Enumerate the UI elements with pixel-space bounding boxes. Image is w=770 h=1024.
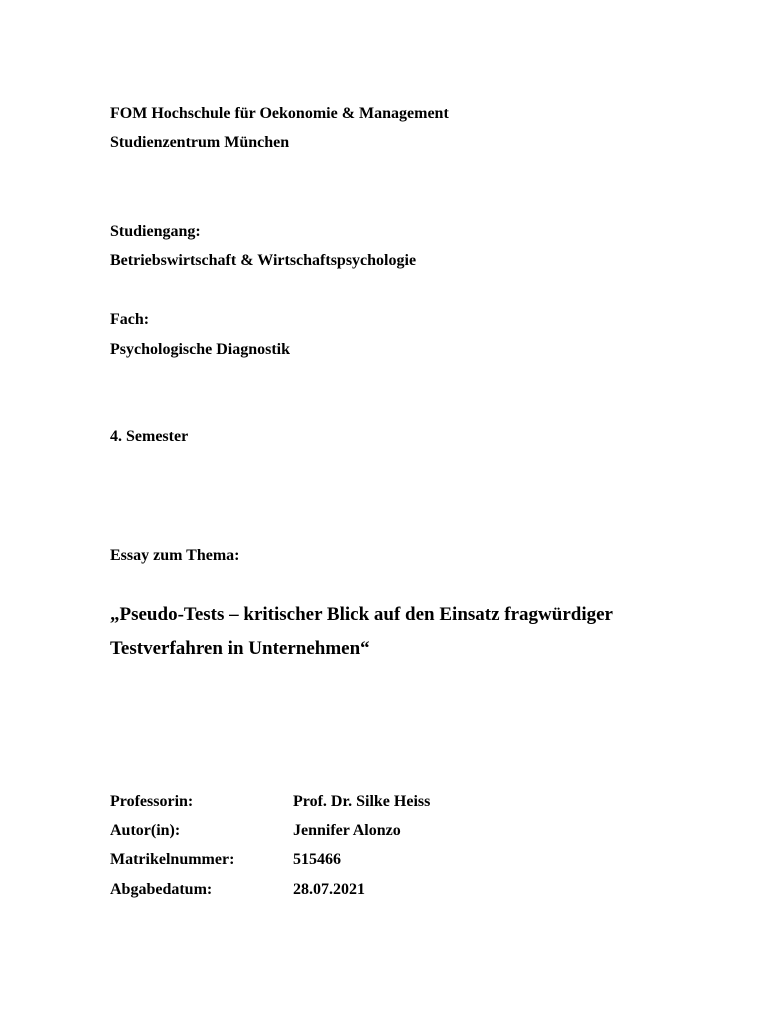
program-label: Studiengang: — [110, 223, 201, 240]
essay-label: Essay zum Thema: — [110, 547, 240, 564]
matriculation-label: Matrikelnummer: — [110, 851, 235, 868]
submission-date-label: Abgabedatum: — [110, 881, 213, 898]
program-value: Betriebswirtschaft & Wirtschaftspsychologie — [110, 252, 417, 269]
essay-title-line-2: Testverfahren in Unternehmen“ — [110, 638, 370, 659]
professor-value: Prof. Dr. Silke Heiss — [293, 793, 431, 810]
institution-name: FOM Hochschule für Oekonomie & Management — [110, 105, 449, 122]
study-center: Studienzentrum München — [110, 134, 290, 151]
essay-title-line-1: „Pseudo-Tests – kritischer Blick auf den Einsatz fragwürdiger — [110, 604, 613, 625]
subject-label: Fach: — [110, 311, 150, 328]
matriculation-value: 515466 — [293, 851, 341, 868]
semester: 4. Semester — [110, 428, 189, 445]
submission-date-value: 28.07.2021 — [293, 881, 365, 898]
author-label: Autor(in): — [110, 822, 181, 839]
subject-value: Psychologische Diagnostik — [110, 341, 291, 358]
author-value: Jennifer Alonzo — [293, 822, 401, 839]
professor-label: Professorin: — [110, 793, 194, 810]
